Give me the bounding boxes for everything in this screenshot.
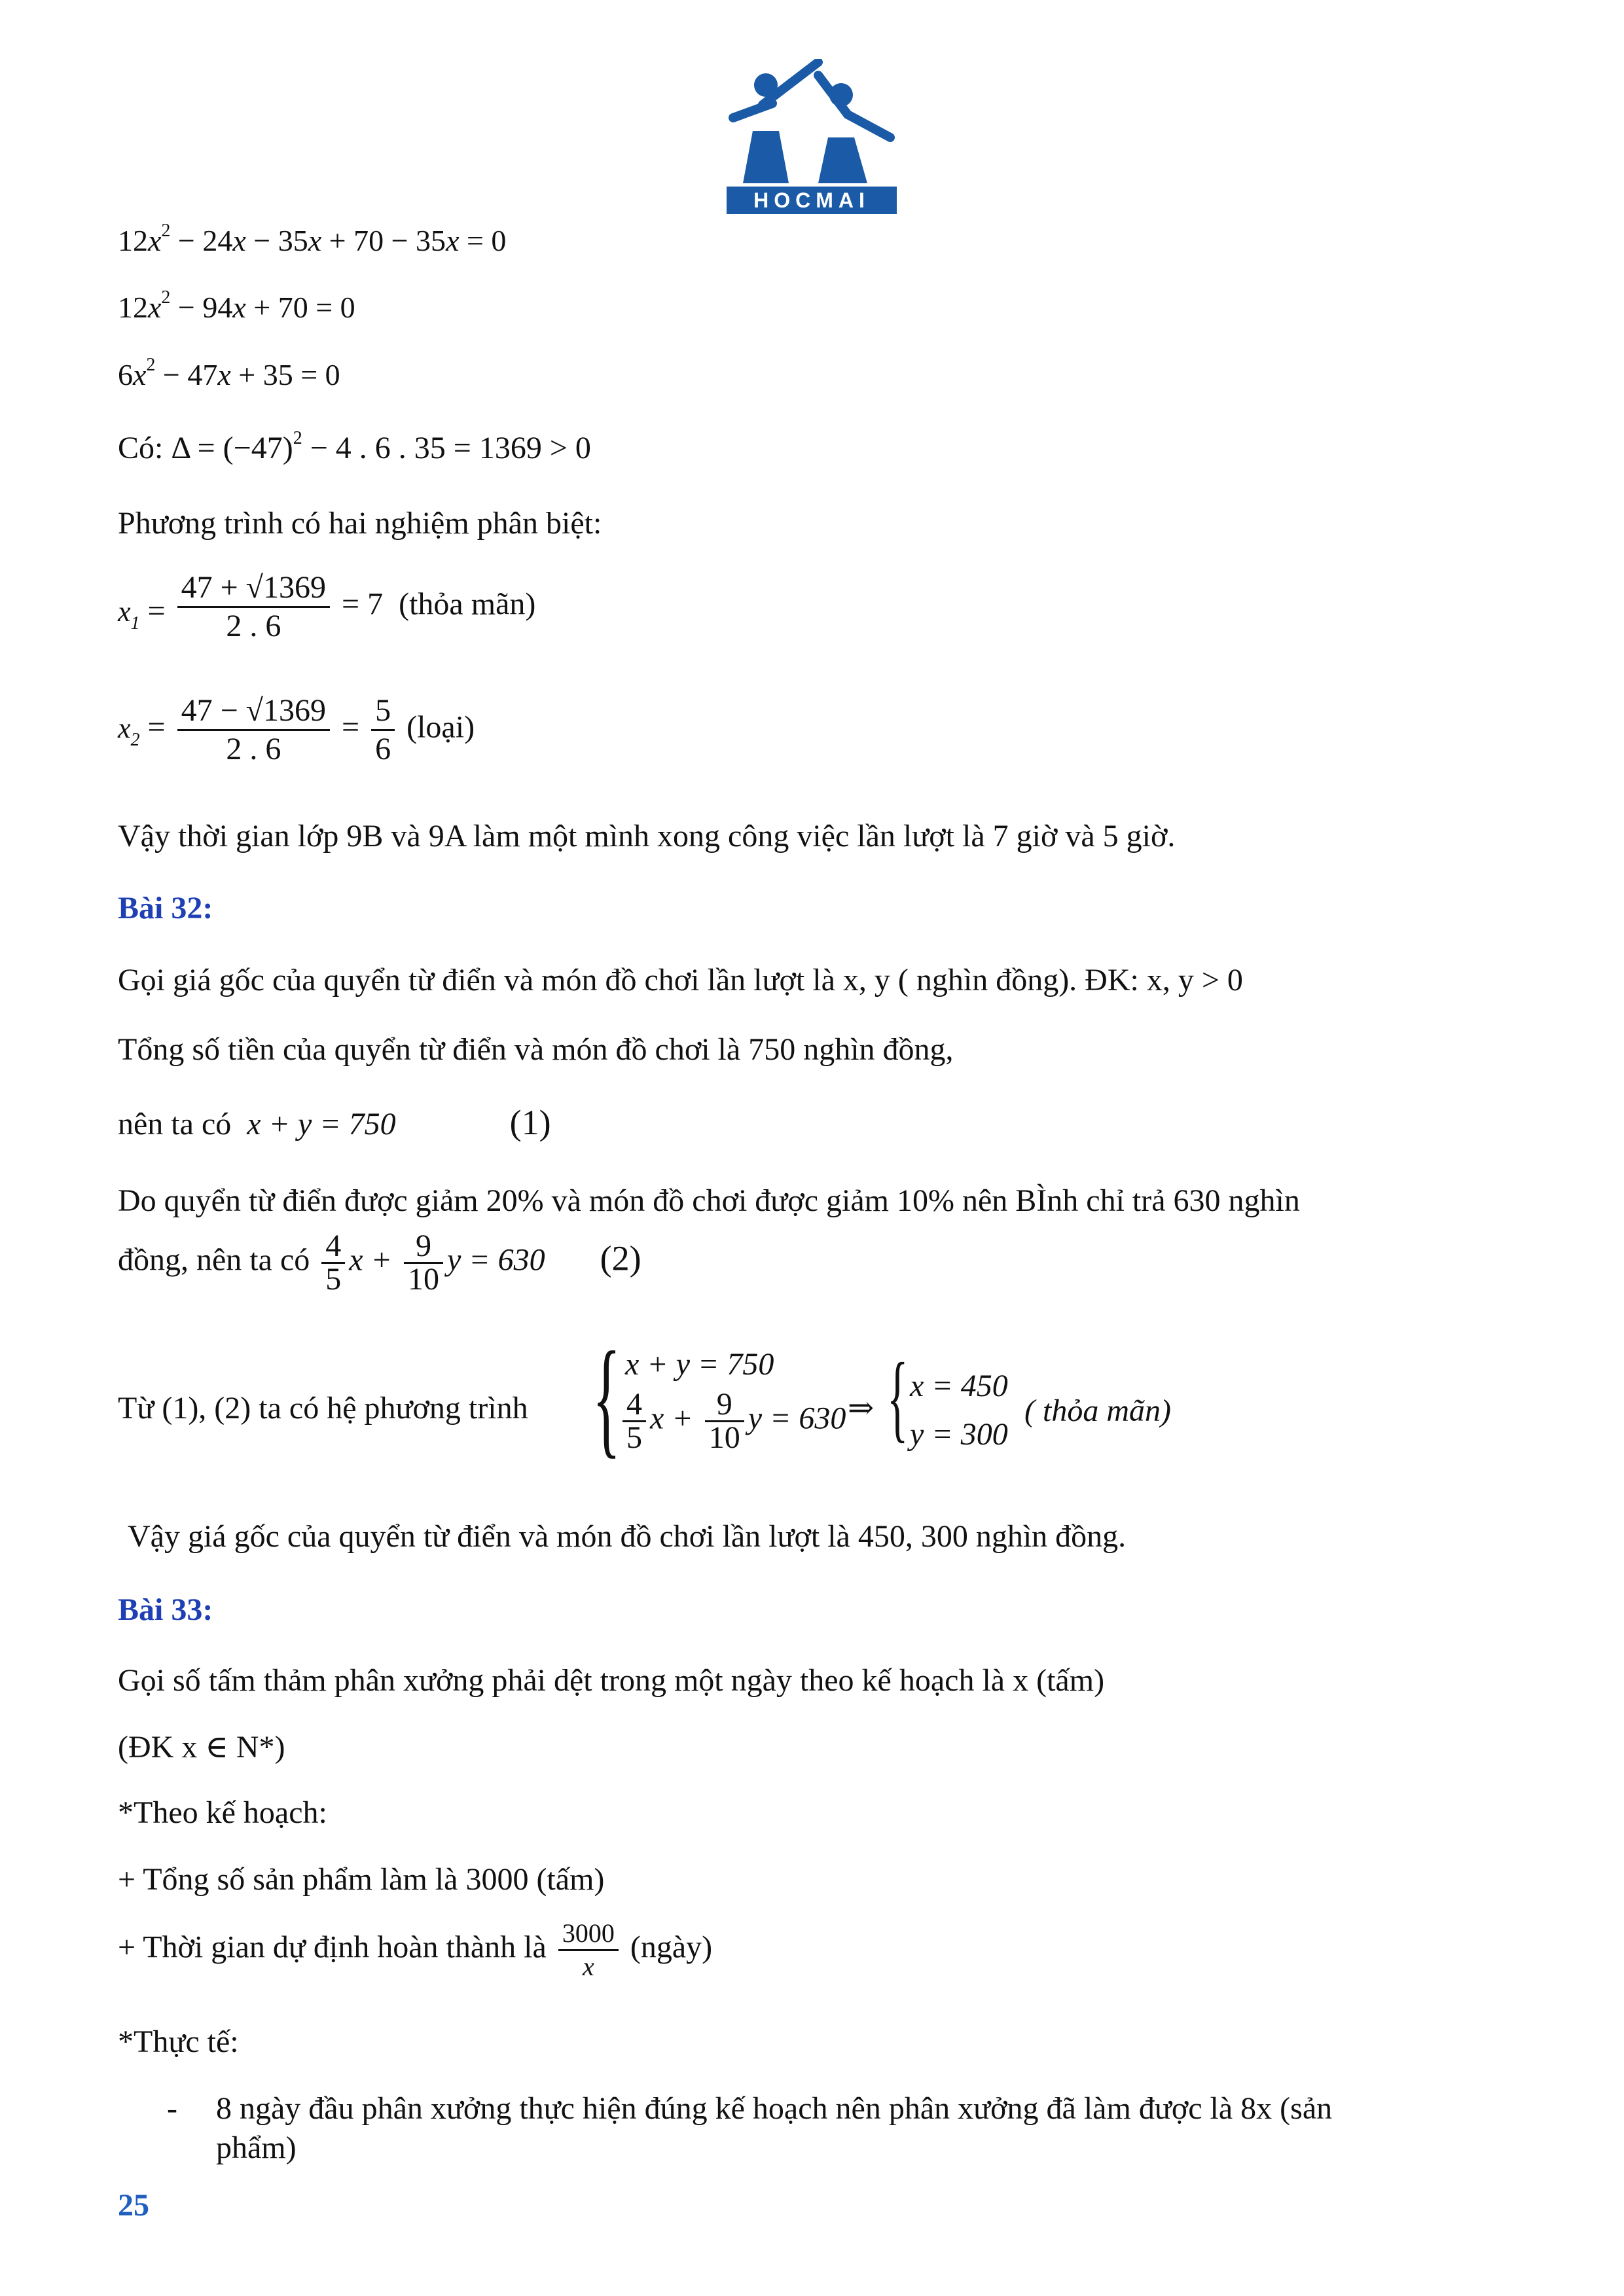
sys-fraction-4-5 [623,1389,646,1454]
fraction-4-5-den: 5 [325,1262,342,1297]
sys-fraction-9-10 [705,1389,744,1454]
implies-arrow: ⇒ [848,1391,875,1426]
sys-fraction-4-5-num: 4 [623,1389,646,1422]
x2-fraction [177,692,330,768]
page-number: 25 [118,2188,149,2223]
sys-x-plus: x + [650,1401,693,1436]
left-brace-1: { [592,1325,621,1470]
bai-32-p4: Do quyển từ điển được giảm 20% và món đồ chơi được giảm 10% nên BÌnh chỉ trả 630 nghìn [118,1183,1300,1218]
bai-32-p3-text: nên ta có [118,1107,232,1141]
equation-1-tag: (1) [509,1103,551,1142]
hocmai-logo [727,59,897,216]
equation-2-end: y = 630 [446,1242,545,1278]
solution-x: x = 450 [910,1369,1008,1403]
x1-fraction [177,569,330,645]
logo-text: HOCMAI [753,188,870,212]
bai-32-p1: Gọi giá gốc của quyển từ điển và món đồ chơi lần lượt là x, y ( nghìn đồng). ĐK: x, y > 0 [118,963,1243,997]
delta-prefix: Có: [118,431,164,465]
bai-33-heading: Bài 33: [118,1592,213,1627]
equation-line-1: $12x^2 - 24x - 35x + 70 - 35x = 0$ [118,221,507,257]
system-eq-1: x + y = 750 [625,1347,774,1382]
equation-1: x + y = 750 [247,1107,396,1141]
fraction-4-5-num: 4 [321,1230,345,1264]
bai-32-p3 [118,1103,551,1144]
bai-32-p2: Tổng số tiền của quyển từ điển và món đồ chơi là 750 nghìn đồng, [118,1032,954,1067]
fraction-3000-x [558,1918,619,1982]
equation-line-3: $6x^2 - 47x + 35 = 0$ [118,355,340,391]
bai-33-p6: *Thực tế: [118,2024,239,2059]
x2-result-numerator: 5 [371,692,395,731]
bai-33-p4: + Tổng số sản phẩm làm là 3000 (tấm) [118,1862,605,1897]
x1-numerator: 47 + √1369 [177,569,330,608]
bai-33-p1: Gọi số tấm thảm phân xưởng phải dệt trong một ngày theo kế hoạch là x (tấm) [118,1663,1105,1698]
two-roots-text: Phương trình có hai nghiệm phân biệt: [118,506,602,541]
sys-fraction-9-10-num: 9 [705,1389,744,1422]
fraction-3000-x-den: x [582,1952,594,1981]
bai-32-p5 [118,1230,641,1316]
bai-33-p5-text: + Thời gian dự định hoàn thành là [118,1929,547,1965]
fraction-9-10 [404,1230,443,1295]
system-intro: Từ (1), (2) ta có hệ phương trình [118,1391,528,1426]
fraction-4-5 [321,1230,345,1295]
fraction-3000-x-num: 3000 [558,1918,619,1951]
x2-note: (loại) [406,709,475,745]
bai-32-heading: Bài 32: [118,891,213,925]
x1-note: (thỏa mãn) [399,586,536,622]
x2-numerator: 47 − √1369 [177,692,330,731]
bai-33-p2: (ĐK x ∈ N*) [118,1730,285,1765]
x2-result-denominator: 6 [375,732,391,766]
bai-33-p5-unit: (ngày) [630,1929,713,1965]
sys-eq-2-end: y = 630 [748,1401,846,1436]
sys-fraction-4-5-den: 5 [626,1420,642,1455]
bai-32-p5-text: đồng, nên ta có [118,1242,310,1278]
left-brace-2: { [887,1343,909,1452]
equation-2-tag: (2) [600,1238,641,1278]
bai-33-p3: *Theo kế hoạch: [118,1795,327,1830]
solution-y: y = 300 [910,1417,1008,1452]
equation-line-2: $12x^2 - 94x + 70 = 0$ [118,287,355,324]
bai-32-conclusion: Vậy giá gốc của quyển từ điển và món đồ chơi lần lượt là 450, 300 nghìn đồng. [128,1519,1127,1554]
x2-result-fraction [371,692,395,768]
fraction-9-10-num: 9 [404,1230,443,1264]
bullet-dash: - [167,2091,177,2126]
fraction-9-10-den: 10 [407,1262,439,1297]
sys-fraction-9-10-den: 10 [708,1420,740,1455]
bai-33-p7a: 8 ngày đầu phân xưởng thực hiện đúng kế hoạch nên phân xưởng đã làm được là 8x (sản [216,2091,1333,2126]
bai-33-p5 [118,1918,712,2003]
x1-result: = 7 [342,586,384,622]
x1-denominator: 2 . 6 [226,609,281,643]
delta-line: Có: $\Delta = (-47)^2 - 4$ . 6 . 35 = 1369 > 0 [118,428,591,465]
x2-denominator: 2 . 6 [226,732,281,766]
solution-note: ( thỏa mãn) [1024,1393,1171,1428]
x-plus: x + [349,1242,392,1278]
root-x1: $x_1$ = $\frac{47 + √1369}{2 . 6}$ = 7 (thỏa mãn) [118,570,536,643]
root-x2: $x_2$ = $\frac{47 - √1369}{2 . 6}$ = $\frac{5}{6}$ (loại) [118,693,475,766]
system-eq-2 [619,1389,846,1474]
bai-33-p7b: phẩm) [216,2130,297,2165]
conclusion-9b-9a: Vậy thời gian lớp 9B và 9A làm một mình xong công việc lần lượt là 7 giờ và 5 giờ. [118,819,1176,853]
